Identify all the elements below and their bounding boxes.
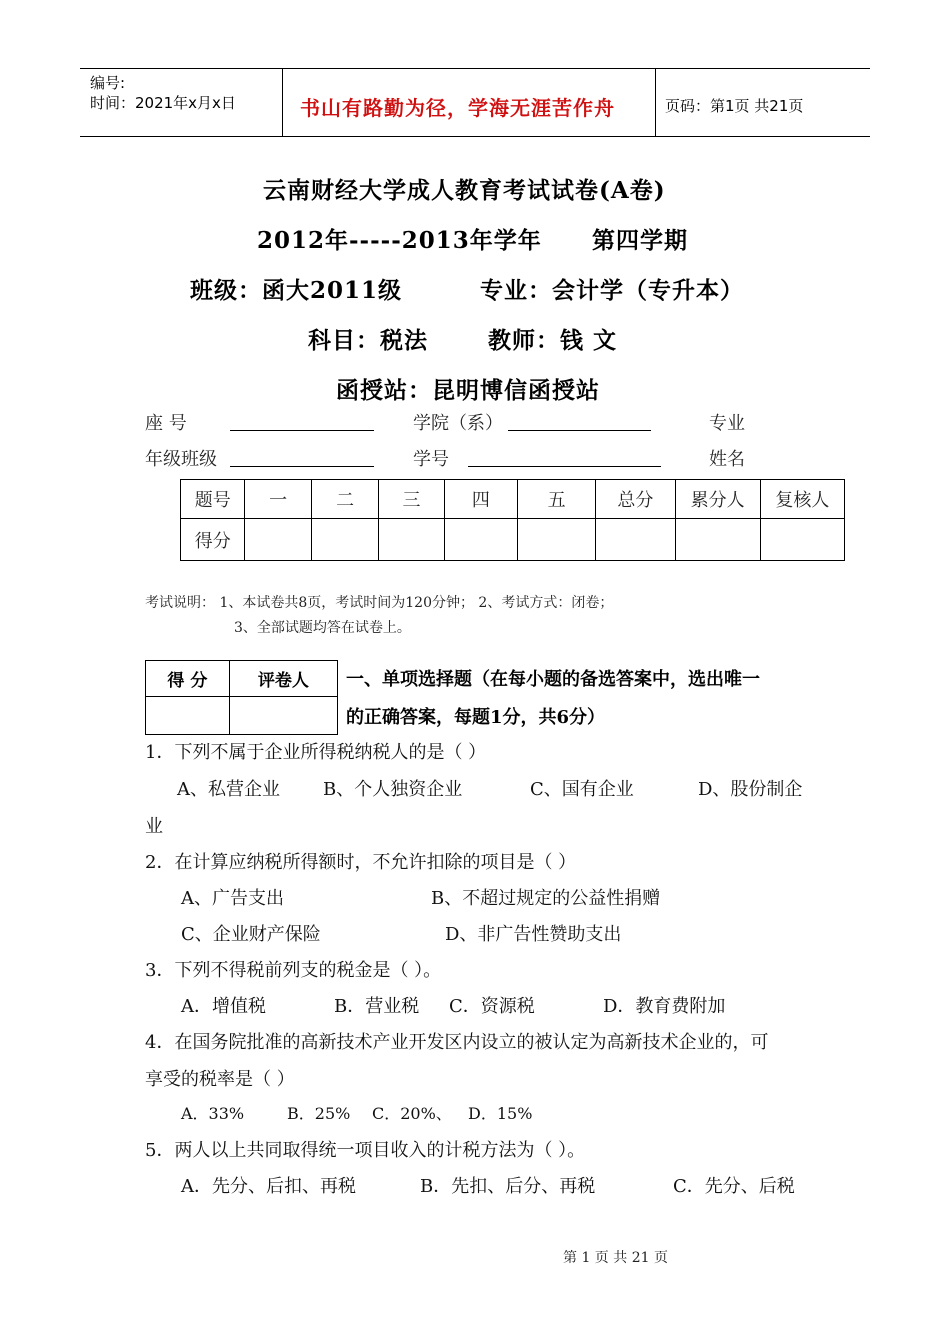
motto: 书山有路勤为径，学海无涯苦作舟 [300,96,615,120]
teacher-info: 教师：钱 文 [488,327,618,354]
page-footer: 第 1 页 共 21 页 [563,1250,668,1266]
grader-name-cell[interactable] [229,697,337,735]
college-label: 学院（系） [413,413,503,434]
score-table-header: 总分 [596,480,675,519]
question-3: 3．下列不得税前列支的税金是（ ）。 [145,960,442,981]
option-4a: A．33% [181,1104,245,1123]
score-cell[interactable] [379,519,444,561]
seat-field[interactable] [230,430,374,431]
option-5a: A．先分、后扣、再税 [181,1176,356,1197]
option-2c: C、企业财产保险 [181,924,321,945]
grade-class-label: 年级班级 [145,449,217,470]
option-1d: D、股份制企 [698,779,803,800]
score-table-header: 题号 [181,480,245,519]
score-table-header: 累分人 [675,480,760,519]
header-bottom-rule [80,136,870,137]
question-4: 4．在国务院批准的高新技术产业开发区内设立的被认定为高新技术企业的，可 [145,1032,769,1053]
score-table-header: 四 [444,480,517,519]
option-1a: A、私营企业 [177,779,280,800]
score-cell[interactable] [518,519,596,561]
subject-info: 科目：税法 [308,327,428,354]
option-2a: A、广告支出 [181,888,284,909]
serial-label: 编号: [90,74,126,92]
academic-year: 2012年-----2013年学年 [257,227,542,254]
score-cell[interactable] [760,519,844,561]
score-cell[interactable] [675,519,760,561]
exam-title: 云南财经大学成人教育考试试卷(A卷) [263,177,666,204]
score-cell[interactable] [444,519,517,561]
name-label: 姓名 [709,449,745,470]
option-1d-wrap: 业 [145,816,163,837]
question-5: 5．两人以上共同取得统一项目收入的计税方法为（ ）。 [145,1140,586,1161]
header-top-rule [80,68,870,69]
section-title: 一、单项选择题（在每小题的备选答案中，选出唯一 [346,669,760,690]
section-title-cont: 的正确答案，每题1分，共6分） [346,707,606,728]
question-1: 1．下列不属于企业所得税纳税人的是（ ） [145,742,487,763]
option-5b: B．先扣、后分、再税 [420,1176,596,1197]
question-4-cont: 享受的税率是（ ） [145,1069,295,1090]
grade-class-field[interactable] [230,466,374,467]
exam-instructions-line2: 3、全部试题均答在试卷上。 [234,620,411,636]
term: 第四学期 [592,227,688,254]
option-5c: C．先分、后税 [673,1176,795,1197]
grader-table [145,660,338,735]
student-no-label: 学号 [413,449,449,470]
seat-label: 座 号 [145,413,187,434]
major-info: 专业：会计学（专升本） [480,277,744,304]
option-2d: D、非广告性赞助支出 [445,924,622,945]
station-info: 函授站：昆明博信函授站 [336,377,600,404]
time-label: 时间：2021年x月x日 [90,94,236,112]
question-2: 2．在计算应纳税所得额时，不允许扣除的项目是（ ） [145,852,577,873]
option-1b: B、个人独资企业 [323,779,463,800]
grader-score-cell[interactable] [146,697,230,735]
grader-name-label: 评卷人 [229,661,337,697]
option-3c: C．资源税 [449,996,535,1017]
score-row-label: 得分 [181,519,245,561]
option-3d: D．教育费附加 [603,996,726,1017]
option-1c: C、国有企业 [530,779,634,800]
score-table-header: 一 [245,480,311,519]
option-2b: B、不超过规定的公益性捐赠 [431,888,661,909]
header-divider [282,68,283,136]
student-no-field[interactable] [468,466,661,467]
score-table-header: 三 [379,480,444,519]
option-4d: D．15% [468,1104,533,1123]
class-info: 班级：函大2011级 [190,277,403,304]
option-4b: B．25% [287,1104,351,1123]
score-table-header: 五 [518,480,596,519]
score-table-header-row [181,480,845,519]
score-table-header: 二 [311,480,378,519]
major-label: 专业 [709,413,745,434]
option-3b: B．营业税 [334,996,420,1017]
score-cell[interactable] [245,519,311,561]
score-cell[interactable] [311,519,378,561]
header-divider [655,68,656,136]
score-table-header: 复核人 [760,480,844,519]
college-field[interactable] [508,430,651,431]
option-3a: A．增值税 [181,996,266,1017]
option-4c: C．20%、 [372,1104,452,1123]
score-table-score-row [181,519,845,561]
page-info: 页码：第1页 共21页 [665,97,804,115]
score-table [180,479,845,561]
exam-instructions-line1: 考试说明： 1、本试卷共8页，考试时间为120分钟； 2、考试方式：闭卷； [145,595,614,611]
score-cell[interactable] [596,519,675,561]
grader-score-label: 得 分 [146,661,230,697]
